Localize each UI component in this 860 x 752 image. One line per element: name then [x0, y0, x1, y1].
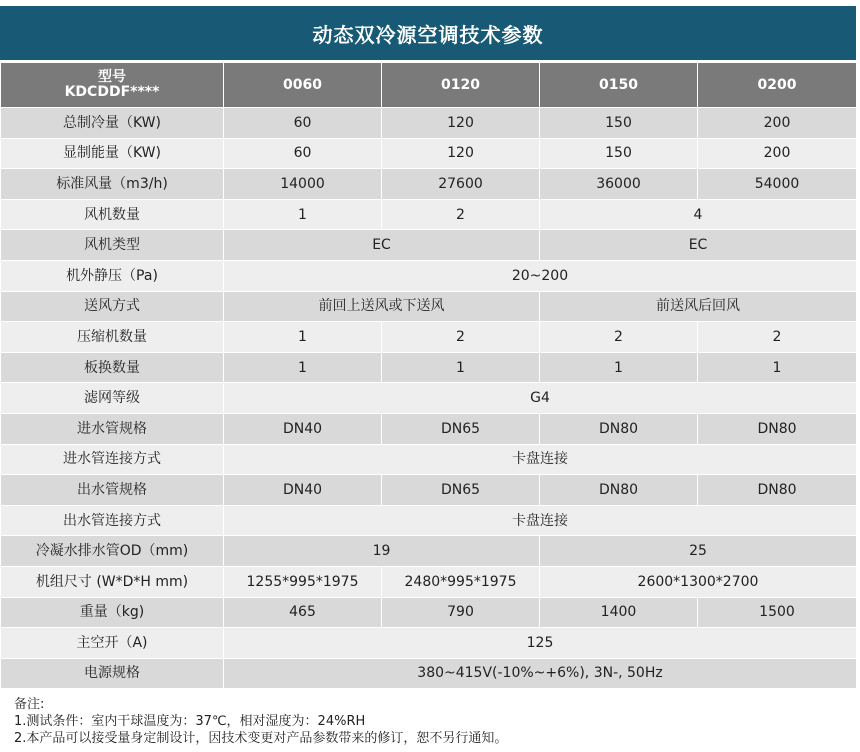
spec-table-body: [1, 108, 857, 689]
row-label: 滤网等级: [1, 383, 224, 414]
table-cell: DN40: [224, 475, 382, 506]
table-cell: EC: [540, 230, 857, 261]
row-label: 进水管规格: [1, 413, 224, 444]
row-label: 风机类型: [1, 230, 224, 261]
table-cell: 200: [698, 138, 857, 169]
spec-table: [0, 62, 857, 689]
model-label: 型号: [98, 69, 126, 85]
table-row: [1, 138, 857, 169]
table-cell: 465: [224, 597, 382, 628]
table-cell: 120: [382, 108, 540, 139]
table-row: [1, 230, 857, 261]
table-cell: 125: [224, 628, 857, 659]
table-cell: 1500: [698, 597, 857, 628]
table-row: [1, 505, 857, 536]
table-cell: DN65: [382, 413, 540, 444]
table-cell: 4: [540, 199, 857, 230]
table-cell: DN80: [698, 475, 857, 506]
table-cell: 25: [540, 536, 857, 567]
table-cell: 前回上送风或下送风: [224, 291, 540, 322]
table-cell: 2: [540, 322, 698, 353]
table-cell: 19: [224, 536, 540, 567]
row-label: 送风方式: [1, 291, 224, 322]
table-cell: G4: [224, 383, 857, 414]
note-item: 2.本产品可以接受量身定制设计，因技术变更对产品参数带来的修订，恕不另行通知。: [14, 731, 508, 746]
table-cell: 150: [540, 138, 698, 169]
table-cell: 150: [540, 108, 698, 139]
row-label: 压缩机数量: [1, 322, 224, 353]
table-cell: 2: [382, 322, 540, 353]
table-row: [1, 658, 857, 689]
table-cell: 2480*995*1975: [382, 566, 540, 597]
table-cell: DN65: [382, 475, 540, 506]
table-cell: 380~415V(-10%~+6%), 3N-, 50Hz: [224, 658, 857, 689]
row-label: 显制能量（KW): [1, 138, 224, 169]
table-cell: 200: [698, 108, 857, 139]
row-label: 板换数量: [1, 352, 224, 383]
table-row: [1, 566, 857, 597]
table-cell: EC: [224, 230, 540, 261]
table-row: [1, 260, 857, 291]
table-cell: DN40: [224, 413, 382, 444]
table-row: [1, 352, 857, 383]
table-cell: 1: [540, 352, 698, 383]
table-cell: 2: [382, 199, 540, 230]
table-row: [1, 444, 857, 475]
notes-heading: 备注:: [14, 697, 45, 712]
table-row: [1, 383, 857, 414]
table-row: [1, 169, 857, 200]
column-header: 0060: [224, 63, 382, 108]
table-cell: 790: [382, 597, 540, 628]
table-row: [1, 628, 857, 659]
row-label: 标准风量（m3/h): [1, 169, 224, 200]
column-header: 0150: [540, 63, 698, 108]
row-label: 风机数量: [1, 199, 224, 230]
row-label: 出水管连接方式: [1, 505, 224, 536]
table-row: [1, 199, 857, 230]
table-row: [1, 597, 857, 628]
table-cell: 2: [698, 322, 857, 353]
table-cell: DN80: [540, 475, 698, 506]
notes: [14, 696, 854, 747]
row-label: 出水管规格: [1, 475, 224, 506]
table-cell: 14000: [224, 169, 382, 200]
header-row: [1, 63, 857, 108]
row-label: 冷凝水排水管OD（mm): [1, 536, 224, 567]
table-cell: 60: [224, 108, 382, 139]
table-cell: 1: [698, 352, 857, 383]
table-cell: 20~200: [224, 260, 857, 291]
table-cell: 1: [224, 322, 382, 353]
note-item: 1.测试条件：室内干球温度为：37℃，相对湿度为：24%RH: [14, 714, 366, 729]
table-cell: 120: [382, 138, 540, 169]
table-cell: 1: [382, 352, 540, 383]
table-cell: 2600*1300*2700: [540, 566, 857, 597]
table-row: [1, 413, 857, 444]
table-title: 动态双冷源空调技术参数: [0, 6, 856, 60]
table-cell: 27600: [382, 169, 540, 200]
table-cell: 60: [224, 138, 382, 169]
table-row: [1, 291, 857, 322]
model-code: KDCDDF****: [64, 84, 160, 100]
table-cell: 卡盘连接: [224, 444, 857, 475]
model-header: [1, 63, 224, 108]
row-label: 主空开（A): [1, 628, 224, 659]
column-header: 0200: [698, 63, 857, 108]
table-cell: 36000: [540, 169, 698, 200]
table-row: [1, 322, 857, 353]
table-cell: 1255*995*1975: [224, 566, 382, 597]
row-label: 机外静压（Pa): [1, 260, 224, 291]
column-header: 0120: [382, 63, 540, 108]
table-cell: 前送风后回风: [540, 291, 857, 322]
row-label: 总制冷量（KW): [1, 108, 224, 139]
table-cell: 卡盘连接: [224, 505, 857, 536]
row-label: 进水管连接方式: [1, 444, 224, 475]
table-cell: 1400: [540, 597, 698, 628]
table-row: [1, 108, 857, 139]
table-cell: DN80: [698, 413, 857, 444]
row-label: 机组尺寸 (W*D*H mm): [1, 566, 224, 597]
table-row: [1, 475, 857, 506]
table-row: [1, 536, 857, 567]
table-cell: DN80: [540, 413, 698, 444]
table-cell: 54000: [698, 169, 857, 200]
table-cell: 1: [224, 352, 382, 383]
table-cell: 1: [224, 199, 382, 230]
row-label: 电源规格: [1, 658, 224, 689]
row-label: 重量（kg): [1, 597, 224, 628]
